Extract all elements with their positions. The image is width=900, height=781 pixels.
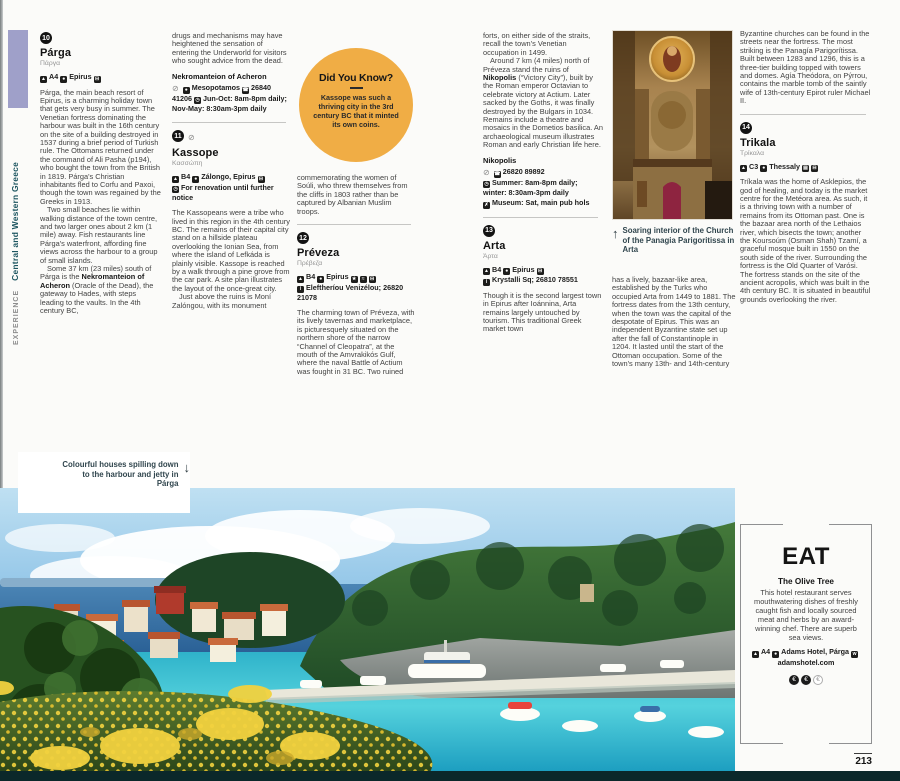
ancient-site-icon: ⊘ [188,133,195,143]
parga-photo-art [0,488,735,772]
ferry-icon: ≈ [360,276,367,283]
arrow-down-icon: ↓ [183,460,190,475]
church-interior-photo [612,30,733,220]
info-line-arta: ▲ B4 ● Epirus ⊟ i Krystalli Sq; 26810 78551 [484,264,578,285]
page-number-rule [854,753,872,754]
section-title-arta: Arta [483,239,506,252]
bus-icon: ⊟ [812,165,817,172]
did-you-know-rule [350,87,363,89]
parga-photo-caption-box [18,452,190,513]
location-icon: ● [505,268,509,275]
paragraph: Byzantine churches can be found in the streets near the fortress. The most striking is the Panagía Parigorítissa. Built between 1283 and 1296, this is a three-tier building topped with towers and domes. Agía Theódora, on Pýrrou, contains the marble tomb of the saintly wife of 13th-century Epirot ruler Michael II. [740,29,871,106]
closed-icon: ✗ [484,201,489,208]
column-parga [40,32,162,315]
map-icon: ▲ [41,75,46,82]
arrow-up-icon: ↑ [612,226,619,241]
phone-icon: ☎ [494,170,501,177]
paragraph: commemorating the women of Soúli, who threw themselves from the cliffs in 1803 rather than be captured by Albanian Muslim troops. [297,173,408,216]
nekromanteion-heading: Nekromanteion of Acheron [172,71,267,81]
eat-recommendation-box [740,524,872,744]
price-rating [749,675,863,685]
chapter-color-tab [8,30,28,108]
info-line-parga: ▲ A4 ● Epirus ⊟ [41,72,100,82]
location-icon: ● [762,165,766,172]
paragraph: Tríkala was the home of Asklepios, the god of healing, and today is the market centre for the Metéora area. As such, it is a thriving town with a number of remains from its Ottoman past. One is the bazaar area north of the Lethaios river, which bisects the town; another the Koursoúm (Osman Shah) Tzamí, a graceful mosque built in 1550 on the south side of the river. Surrounding the fortress is the Old Quarter of Varósi. The fortress stands on the site of the ancient acropolis, which was built in the 4th century BC. It is situated in beautiful grounds overlooking the river. [740,177,871,304]
parga-harbour-photo [0,488,735,772]
euro-icon-empty: € [813,675,823,685]
column-nikopolis-arta [483,32,603,334]
location-icon: ● [184,86,188,93]
eat-box-border-gap-top [783,522,829,527]
map-icon: ▲ [752,650,758,657]
paragraph: drugs and mechanisms may have heightened the sensation of entering the Underworld for visitors who sought advice from the dead. [172,31,287,66]
did-you-know-circle [299,48,413,162]
greek-name-trikala: Τρίκαλα [740,149,764,157]
restaurant-name: The Olive Tree [778,577,834,586]
paragraph: Some 37 km (23 miles) south of Párga is the Nekromanteion of Acheron (Oracle of the Dead), the gateway to Hades, with steps leading to the vaults. In the 4th century BC, [40,264,154,316]
train-icon: ▤ [803,165,808,172]
paragraph: Though it is the second largest town in Epirus after Ioánnina, Arta remains largely untouched by tourism. This traditional Greek market town [483,290,602,334]
map-icon: ▲ [484,268,489,275]
page-number: 213 [854,753,872,767]
paragraph: forts, on either side of the straits, recall the town's Venetian occupation in 1499. [483,31,591,57]
eat-box-border-gap-bottom [783,741,829,746]
opening-hours-icon: ◷ [195,97,200,104]
section-number-badge: 12 [297,232,309,244]
restaurant-description: This hotel restaurant serves mouthwatering dishes of freshly caught fish and locally sourced meat and herbs by an award-winning chef. There are superb sea views. [754,588,858,642]
greek-name-preveza: Πρέβεζα [297,260,323,268]
sidebar-vertical-label [10,100,20,345]
tourist-info-icon: i [483,279,490,286]
section-number-badge: 14 [740,122,752,134]
map-icon: ▲ [298,275,303,282]
paragraph: Around 7 km (4 miles) north of Préveza stand the ruins of Nikopolis (“Victory City”), built by the Roman emperor Octavian to celebrate victory at Actium. Later sacked by the Goths, it was finally destroyed by the Bulgars in 1034. Remains include a theatre and mosaics in the Dometios basilica. An archaeological museum illustrates Roman and early Christian life here. [483,56,603,150]
nikopolis-info: ⊘ ☎ 26820 89892 ◷ Summer: 8am-8pm daily; winter: 8:30am-3pm daily ✗ Museum: Sat, main pub hols [483,167,590,208]
restaurant-info-line: ▲ A4 ● Adams Hotel, Párga wadamshotel.com [752,647,857,667]
column-arta-continued [612,276,736,368]
section-divider [740,114,866,115]
paragraph: Párga, the main beach resort of Epirus, is a charming holiday town that gets very busy in summer. The Venetian fortress dominating the harbour was built in the 16th century on the site of a building destroyed in 1537 during a brief period of Turkish rule. The Ottomans returned under the command of Ali Pasha (p194), who bought the town from the British in 1819. Párga's Christian inhabitants fled to Corfu and Paxoi, though the town was regained by the Greeks in 1913. [40,87,161,206]
location-icon: ● [774,650,778,657]
did-you-know-text: Kassope was such a thriving city in the 3rd century BC that it minted its own coins. [313,93,399,129]
badge-row [172,130,291,145]
column-preveza [297,32,416,376]
parga-caption-text: Colourful houses spilling down to the harbour and jetty in Párga [62,460,179,489]
map-icon: ▲ [173,175,178,182]
bus-icon: ⊟ [94,75,100,82]
nikopolis-heading: Nikopolis [483,155,517,165]
bus-icon: ⊟ [537,268,543,275]
bus-icon: ⊟ [369,275,375,282]
did-you-know-title: Did You Know? [318,72,393,84]
sidebar-experience-label: EXPERIENCE [13,289,20,345]
column-kassope [172,32,291,310]
info-line-trikala: ▲ C3 ● Thessaly ▤ ⊟ [741,161,817,172]
paragraph: The charming town of Préveza, with its lively tavernas and marketplace, is picturesquely situated on the northern shore of the narrow “Channel of Cleopatra”, at the mouth of the Amvrakikós Gulf, where the naval Battle of Actium was fought in 31 BC. Two ruined [297,308,415,376]
section-title-trikala: Trikala [740,136,776,149]
section-number-badge: 13 [483,225,495,237]
location-icon: ● [319,275,323,282]
info-line-kassope: ▲ B4 ● Zálongo, Epirus ⊟ ◷ For renovation until further notice [172,172,274,203]
column-trikala [740,30,871,304]
greek-name-kassope: Κασσώπη [172,160,203,168]
paragraph: The Kassopeans were a tribe who lived in this region in the 4th century BC. The remains of their capital city stand on a hillside plateau overlooking the Ionian Sea, from where the island of Lefkáda is plainly visible. Kassope is reached by a walk through a pine grove from the car park. A site plan illustrates the layout of the once-great city. [172,208,290,293]
section-number-badge: 11 [172,130,184,142]
section-title-parga: Párga [40,47,72,59]
map-icon: ▲ [741,165,746,172]
paragraph: has a lively, bazaar-like area, established by the Turks who occupied Arta from 1449 to 1881. The fortress dates from the 13th century, when the town was the capital of the despotate of Epirus. This was an independent Byzantine state set up after the fall of Constantinople in 1204. It lasted until the start of the Ottoman occupation. Some of the town's many 13th- and 14th-century [612,275,736,369]
sidebar-region-label: Central and Western Greece [10,161,20,281]
paragraph: Just above the ruins is Moní Zalóngou, with its monument [172,292,272,310]
phone-icon: ☎ [242,86,249,93]
section-number-badge: 10 [40,32,52,44]
section-divider [172,122,286,123]
euro-icon-filled: € [789,675,799,685]
paragraph: Two small beaches lie within walking distance of the town centre, and two larger ones about 2 km (1 mile) away. Fish restaurants line Párga's waterfront, affording fine views across the harbour to a group of small islands. [40,205,158,265]
section-divider [483,217,598,218]
opening-hours-icon: ◷ [484,181,489,188]
church-caption-text: Soaring interior of the Church of the Panagia Parigoritissa in Arta [622,226,735,255]
section-divider [297,224,411,225]
ancient-site-icon: ⊘ [483,167,490,177]
location-icon: ● [62,75,66,82]
greek-name-parga: Πάργα [40,60,61,67]
euro-icon-filled: € [801,675,811,685]
section-title-preveza: Préveza [297,247,340,260]
star-icon: ★ [351,275,357,282]
photo-ruin [580,584,594,602]
opening-hours-icon: ◷ [173,186,178,193]
website-icon: w [852,650,857,657]
bus-icon: ⊟ [258,175,264,182]
greek-name-arta: Άρτα [483,252,498,260]
info-line-preveza: ▲ B4 ● Epirus ★ ≈ ⊟ i Eleftheríou Venizélou; 26820 21078 [297,272,404,303]
location-icon: ● [194,175,198,182]
nekromanteion-info: ⊘ ● Mesopotamos ☎ 26840 41206 ◷ Jun-Oct: 8am-8pm daily; Nov-May: 8:30am-3pm daily [172,83,287,114]
church-photo-caption [612,226,736,255]
ancient-site-icon: ⊘ [172,83,179,93]
eat-heading: EAT [782,543,830,570]
tourist-info-icon: i [297,286,304,293]
book-bottom-edge [0,771,900,781]
church-photo-art [613,31,732,219]
section-title-kassope: Kassope [172,147,219,160]
